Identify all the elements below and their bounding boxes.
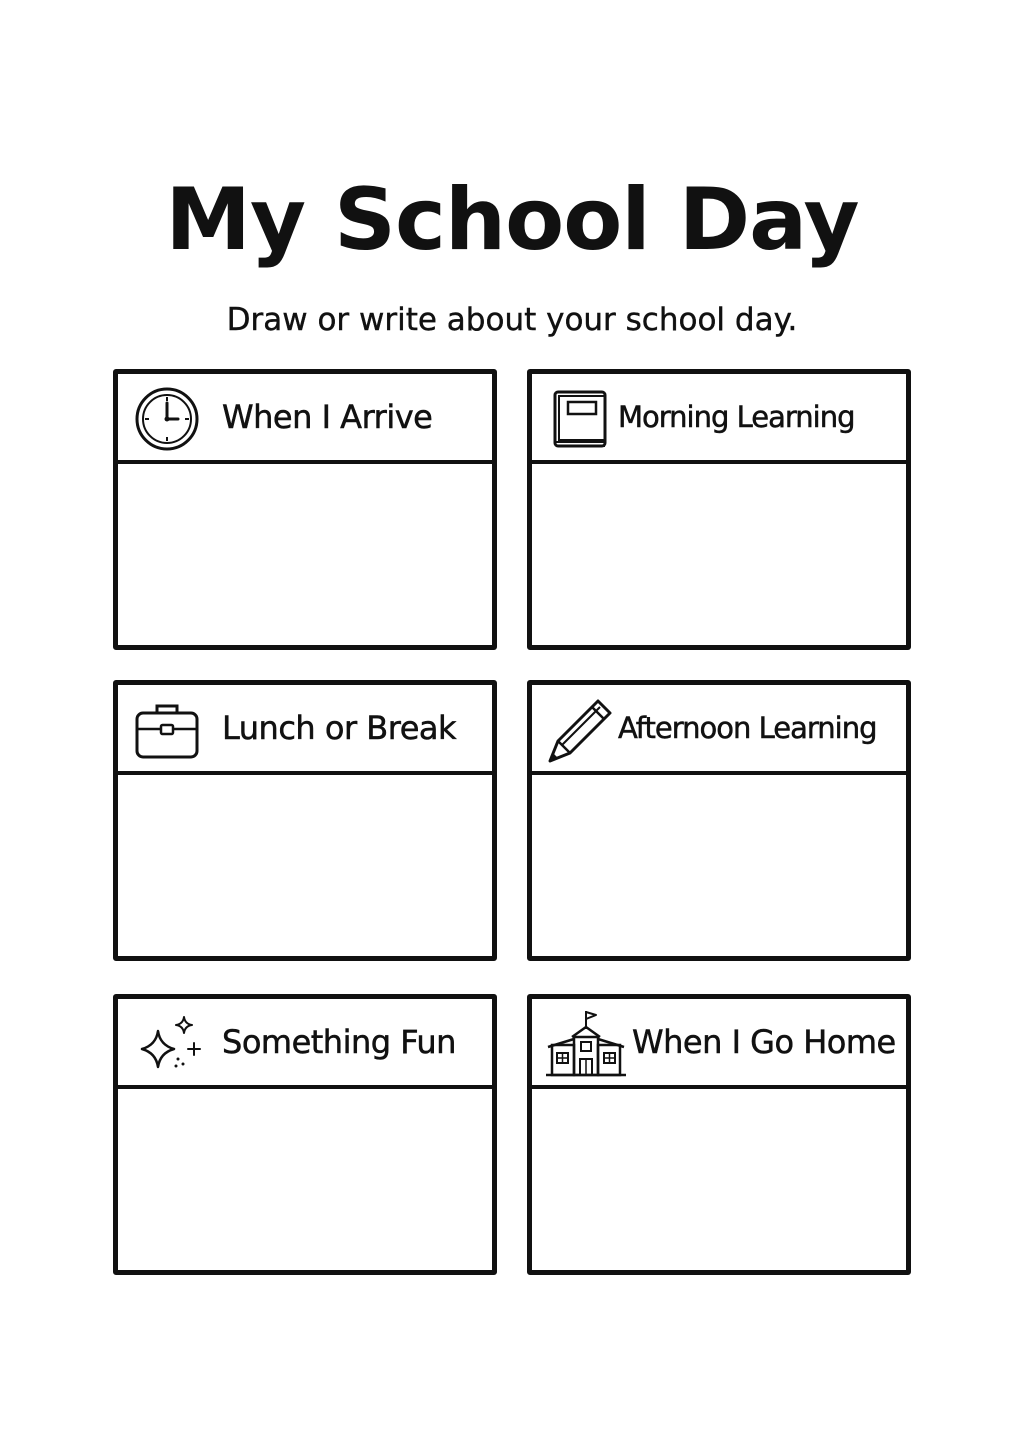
drawing-area[interactable] [532,1089,906,1270]
section-label: Morning Learning [618,400,855,434]
page-title: My School Day [165,170,859,270]
clock-icon [132,384,202,454]
lunchbox-icon [132,695,202,765]
page-subtitle: Draw or write about your school day. [226,302,798,338]
section-box-morning-learning [527,369,911,650]
section-box-when-i-go-home [527,994,911,1275]
section-box-when-i-arrive [113,369,497,650]
section-box-something-fun [113,994,497,1275]
section-header [532,999,906,1089]
school-building-icon [546,1009,626,1079]
section-label: When I Go Home [632,1023,896,1061]
drawing-area[interactable] [118,1089,492,1270]
section-header [118,374,492,464]
sparkles-icon [132,1009,202,1079]
pencil-icon [546,695,616,765]
section-header [118,685,492,775]
section-box-lunch-or-break [113,680,497,961]
section-header [532,685,906,775]
section-label: Something Fun [222,1023,456,1061]
section-header [532,374,906,464]
drawing-area[interactable] [118,775,492,956]
drawing-area[interactable] [118,464,492,645]
section-label: Afternoon Learning [618,711,877,745]
section-header [118,999,492,1089]
section-box-afternoon-learning [527,680,911,961]
drawing-area[interactable] [532,464,906,645]
drawing-area[interactable] [532,775,906,956]
section-label: Lunch or Break [222,709,457,747]
book-icon [546,384,616,454]
section-label: When I Arrive [222,398,433,436]
